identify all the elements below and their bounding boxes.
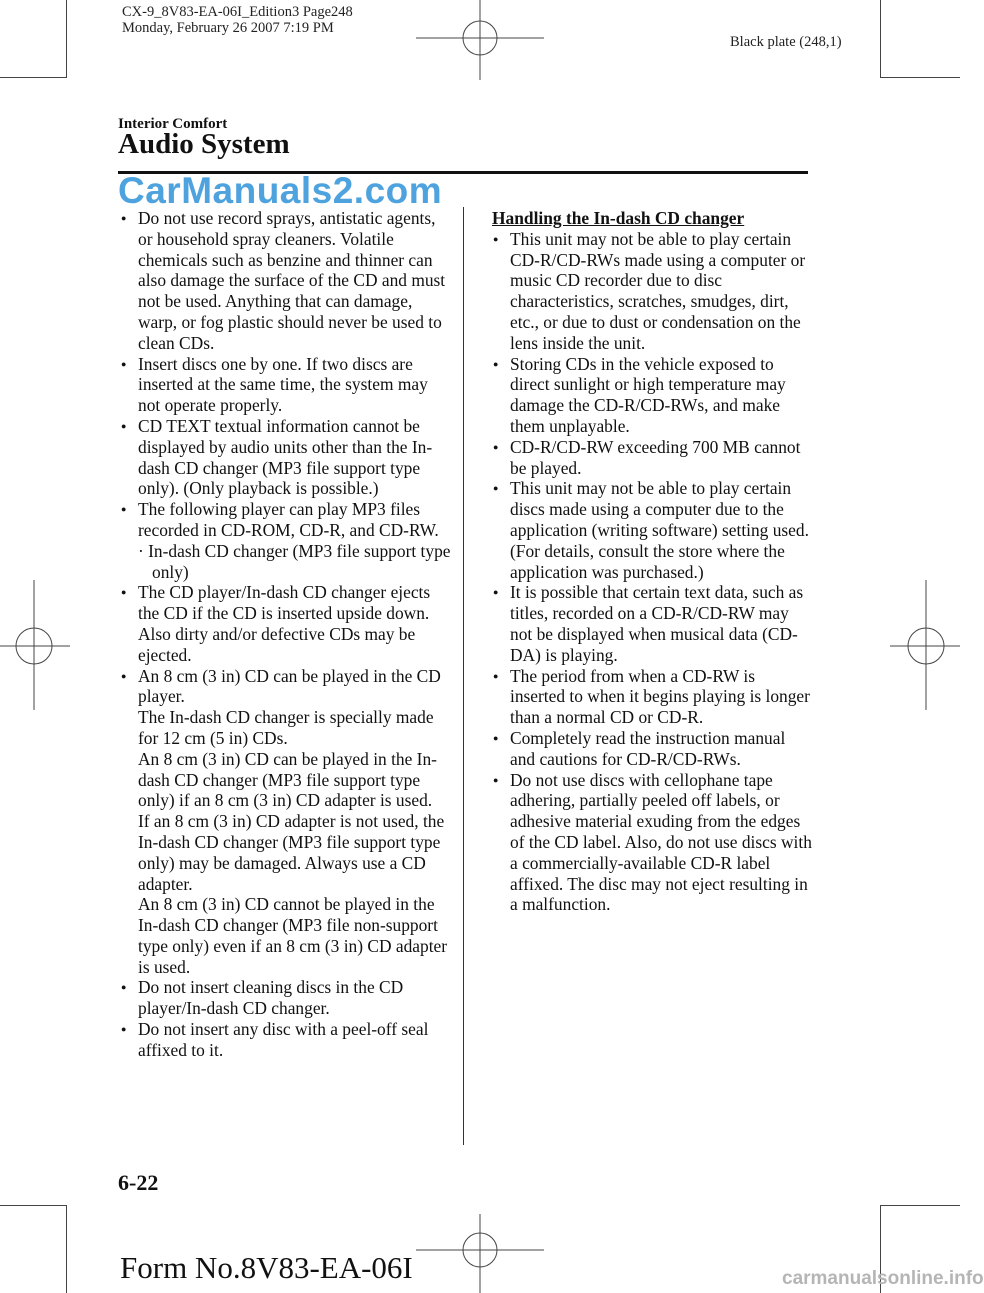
list-item: ● Insert discs one by one. If two discs are inserted at the same time, the system may not operate properly. xyxy=(118,354,454,416)
list-item: ● This unit may not be able to play certain CD-R/CD-RWs made using a computer or music CD recorder due to disc characteristics, scratches, smudges, dirt, etc., or due to dust or condensation on the lens inside the unit. xyxy=(490,229,812,354)
mp3-bullet-text: ● The following player can play MP3 files recorded in CD-ROM, CD-R, and CD-RW. xyxy=(138,499,439,540)
crop-mark xyxy=(0,77,66,78)
registration-mark-icon xyxy=(0,580,70,710)
registration-mark-icon xyxy=(416,0,544,80)
print-header xyxy=(122,4,353,36)
list-item-mp3 xyxy=(118,499,454,582)
page-title: Audio System xyxy=(118,128,290,160)
crop-mark xyxy=(880,77,960,78)
crop-mark xyxy=(880,1205,960,1206)
cm8-paragraph: An 8 cm (3 in) CD can be played in the In-dash CD changer (MP3 file support type only) if an 8 cm (3 in) CD adapter is used. xyxy=(138,748,437,811)
crop-mark xyxy=(66,0,67,78)
right-column xyxy=(490,208,812,915)
list-item: ● Completely read the instruction manual and cautions for CD-R/CD-RWs. xyxy=(490,728,812,770)
registration-mark-icon xyxy=(416,1214,544,1293)
print-date-line: Monday, February 26 2007 7:19 PM xyxy=(122,20,334,36)
list-item: ● Do not use discs with cellophane tape adhering, partially peeled off labels, or adhesive material exuding from the edges of the CD label. Also, do not use discs with a commercially-available CD-R label affixed. The disc may not eject resulting in a malfunction. xyxy=(490,770,812,916)
list-item: ● The period from when a CD-RW is inserted to when it begins playing is longer than a normal CD or CD-R. xyxy=(490,666,812,728)
list-item: ● CD-R/CD-RW exceeding 700 MB cannot be played. xyxy=(490,437,812,479)
print-job-line: CX-9_8V83-EA-06I_Edition3 Page248 xyxy=(122,4,353,20)
list-item: ● The CD player/In-dash CD changer ejects the CD if the CD is inserted upside down. Also dirty and/or defective CDs may be ejected. xyxy=(118,582,454,665)
list-item: ● Do not use record sprays, antistatic agents, or household spray cleaners. Volatile chemicals such as benzine and thinner can also damage the surface of the CD and must not be used. Anything that can damage, warp, or fog plastic should never be used to clean CDs. xyxy=(118,208,454,354)
cm8-paragraph: If an 8 cm (3 in) CD adapter is not used, the In-dash CD changer (MP3 file support type only) may be damaged. Always use a CD adapter. xyxy=(138,811,445,894)
list-item: ● Storing CDs in the vehicle exposed to direct sunlight or high temperature may damage the CD-R/CD-RWs, and make them unplayable. xyxy=(490,354,812,437)
section-label: Interior Comfort xyxy=(118,116,228,132)
cm8-intro: ● An 8 cm (3 in) CD can be played in the CD player. xyxy=(138,665,441,707)
crop-mark xyxy=(880,0,881,78)
page-number: 6-22 xyxy=(118,1170,159,1195)
site-watermark: carmanualsonline.info xyxy=(782,1268,984,1289)
list-item: ● Do not insert any disc with a peel-off seal affixed to it. xyxy=(118,1019,454,1061)
cm8-paragraph: An 8 cm (3 in) CD cannot be played in the In-dash CD changer (MP3 file non-support type only) even if an 8 cm (3 in) CD adapter is used. xyxy=(138,894,448,977)
list-item: ● CD TEXT textual information cannot be displayed by audio units other than the In-dash CD changer (MP3 file support type only). (Only playback is possible.) xyxy=(118,416,454,499)
form-number: Form No.8V83-EA-06I xyxy=(120,1250,413,1285)
cm8-paragraph: The In-dash CD changer is specially made for 12 cm (5 in) CDs. xyxy=(138,707,434,748)
crop-mark xyxy=(0,1205,66,1206)
left-bullet-list xyxy=(118,208,454,1061)
section-heading: Handling the In-dash CD changer xyxy=(492,208,745,228)
registration-mark-icon xyxy=(890,580,960,710)
plate-label: Black plate (248,1) xyxy=(730,34,842,50)
column-divider xyxy=(463,207,464,1145)
list-item: ● Do not insert cleaning discs in the CD player/In-dash CD changer. xyxy=(118,977,454,1019)
watermark-logo: CarManuals2.com xyxy=(118,170,443,211)
right-bullet-list xyxy=(490,229,812,915)
list-item: ● This unit may not be able to play certain discs made using a computer due to the application (writing software) setting used. (For details, consult the store where the application was purchased.) xyxy=(490,478,812,582)
left-column xyxy=(118,208,454,1061)
mp3-subitem: · In-dash CD changer (MP3 file support type only) xyxy=(138,540,451,582)
list-item: ● It is possible that certain text data, such as titles, recorded on a CD-R/CD-RW may not be displayed when musical data (CD-DA) is playing. xyxy=(490,582,812,665)
crop-mark xyxy=(66,1205,67,1293)
list-item-8cm xyxy=(118,666,454,978)
